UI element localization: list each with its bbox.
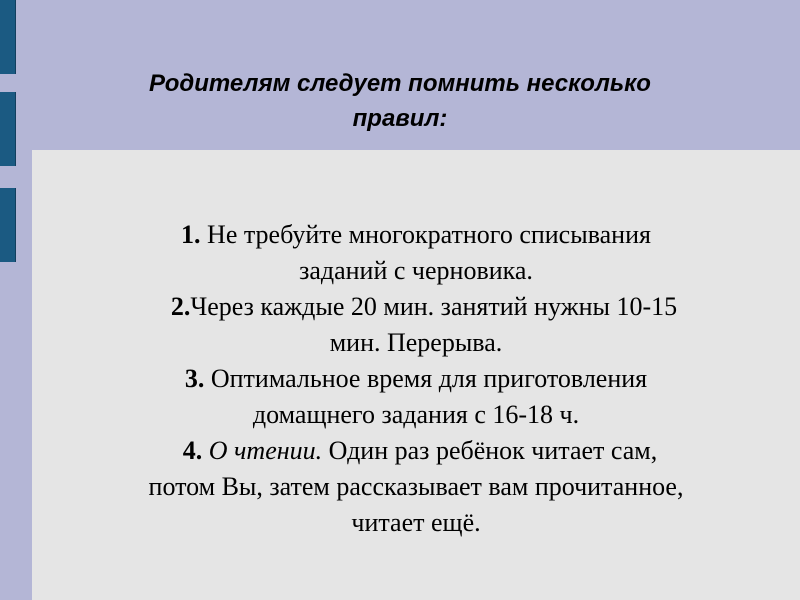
rule-3-text: Оптимальное время для приготовления <box>204 364 648 393</box>
rule-1-text: Не требуйте многократного списывания <box>200 220 651 249</box>
rule-1-text-cont: заданий с черновика. <box>299 256 533 285</box>
slide-title <box>80 66 720 136</box>
side-tab-2 <box>0 92 16 166</box>
rule-4-text-cont: потом Вы, затем рассказывает вам прочитанное, <box>148 472 684 501</box>
rule-2-text: Через каждые 20 мин. занятий нужны 10-15 <box>190 292 678 321</box>
content-panel <box>32 150 800 600</box>
side-tab-3 <box>0 188 16 262</box>
title-line-1: Родителям следует помнить несколько <box>149 70 651 97</box>
rule-3-text-cont: домащнего задания с 16-18 ч. <box>252 400 580 429</box>
rule-2-text-cont: мин. Перерыва. <box>329 328 503 357</box>
title-line-2: правил: <box>352 105 448 132</box>
rules-list <box>32 217 800 541</box>
side-tab-1 <box>0 0 16 74</box>
rule-4 <box>32 433 800 541</box>
rule-4-text-end: читает ещё. <box>351 508 481 537</box>
rule-2-number: 2. <box>170 292 191 321</box>
rule-3-number: 3. <box>184 364 205 393</box>
rule-1-number: 1. <box>181 220 201 249</box>
rule-4-text: Один раз ребёнок читает сам, <box>322 436 658 465</box>
rule-2 <box>32 289 800 361</box>
rule-3 <box>32 361 800 433</box>
rule-4-italic: О чтении. <box>202 436 323 465</box>
rule-1 <box>32 217 800 289</box>
rule-4-number: 4. <box>182 436 203 465</box>
